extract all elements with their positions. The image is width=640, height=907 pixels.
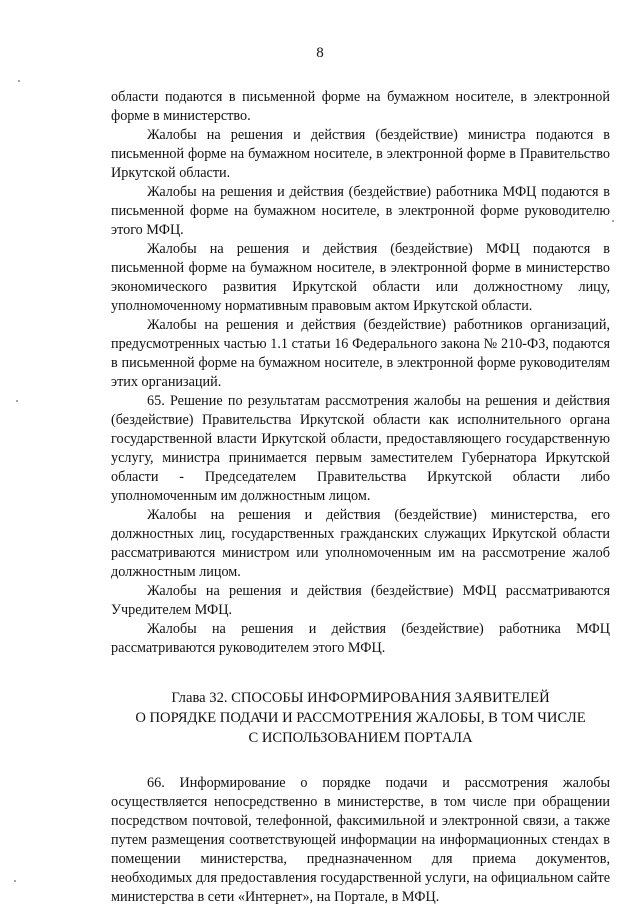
chapter-heading-line-3: С ИСПОЛЬЗОВАНИЕМ ПОРТАЛА: [248, 730, 473, 746]
paragraph-complaint-mfc-worker: Жалобы на решения и действия (бездействие) работника МФЦ подаются в письменной форме на бумажном носителе, в электронной форме руководителю этого МФЦ.: [111, 184, 610, 238]
page-number: 8: [316, 45, 324, 61]
chapter-heading-line-1: Глава 32. СПОСОБЫ ИНФОРМИРОВАНИЯ ЗАЯВИТЕЛЕЙ: [171, 690, 550, 706]
paragraph-complaint-mfc-head: Жалобы на решения и действия (бездействие) работника МФЦ рассматриваются руководителем этого МФЦ.: [111, 621, 610, 656]
paragraph-66-informing: 66. Информирование о порядке подачи и рассмотрения жалобы осуществляется непосредственно в министерстве, в том числе при обращении посредством почтовой, телефонной, факсимильной и электронной связи, а также путем размещения соответствующей информации на информационных стендах в помещении министерства, предназначенном для приема документов, необходимых для предоставления государственной услуги, на официальном сайте министерства в сети «Интернет», на Портале, в МФЦ.: [111, 775, 610, 905]
document-body: [111, 88, 610, 907]
chapter-heading: [111, 688, 610, 748]
scan-mark: [14, 880, 16, 882]
paragraph-65-decision: 65. Решение по результатам рассмотрения жалобы на решения и действия (бездействие) Правительства Иркутской области как исполнительного органа государственной власти Иркутской области, предоставляющего государственную услугу, министра принимается первым заместителем Губернатора Иркутской области - Председателем Правительства Иркутской области либо уполномоченным им должностным лицом.: [111, 393, 610, 504]
paragraph-complaint-organizations: Жалобы на решения и действия (бездействие) работников организаций, предусмотренных частью 1.1 статьи 16 Федерального закона № 210-ФЗ, подаются в письменной форме на бумажном носителе, в электронной форме руководителям этих организаций.: [111, 317, 610, 390]
scan-mark: [612, 220, 614, 222]
paragraph-complaint-mfc-founder: Жалобы на решения и действия (бездействие) МФЦ рассматриваются Учредителем МФЦ.: [111, 583, 610, 618]
chapter-heading-line-2: О ПОРЯДКЕ ПОДАЧИ И РАССМОТРЕНИЯ ЖАЛОБЫ, В ТОМ ЧИСЛЕ: [135, 710, 586, 726]
paragraph-complaint-ministry: Жалобы на решения и действия (бездействие) министерства, его должностных лиц, государственных гражданских служащих Иркутской области рассматриваются министром или уполномоченным им на рассмотрение жалоб должностным лицом.: [111, 507, 610, 580]
scan-mark: [16, 400, 18, 402]
paragraph-complaint-mfc: Жалобы на решения и действия (бездействие) МФЦ подаются в письменной форме на бумажном носителе, в электронной форме в министерство экономического развития Иркутской области или должностному лицу, уполномоченному нормативным правовым актом Иркутской области.: [111, 241, 610, 314]
scan-mark: [18, 80, 20, 82]
paragraph-complaint-minister: Жалобы на решения и действия (бездействие) министра подаются в письменной форме на бумажном носителе, в электронной форме в Правительство Иркутской области.: [111, 127, 610, 181]
paragraph-continuation: области подаются в письменной форме на бумажном носителе, в электронной форме в министерство.: [111, 89, 610, 124]
